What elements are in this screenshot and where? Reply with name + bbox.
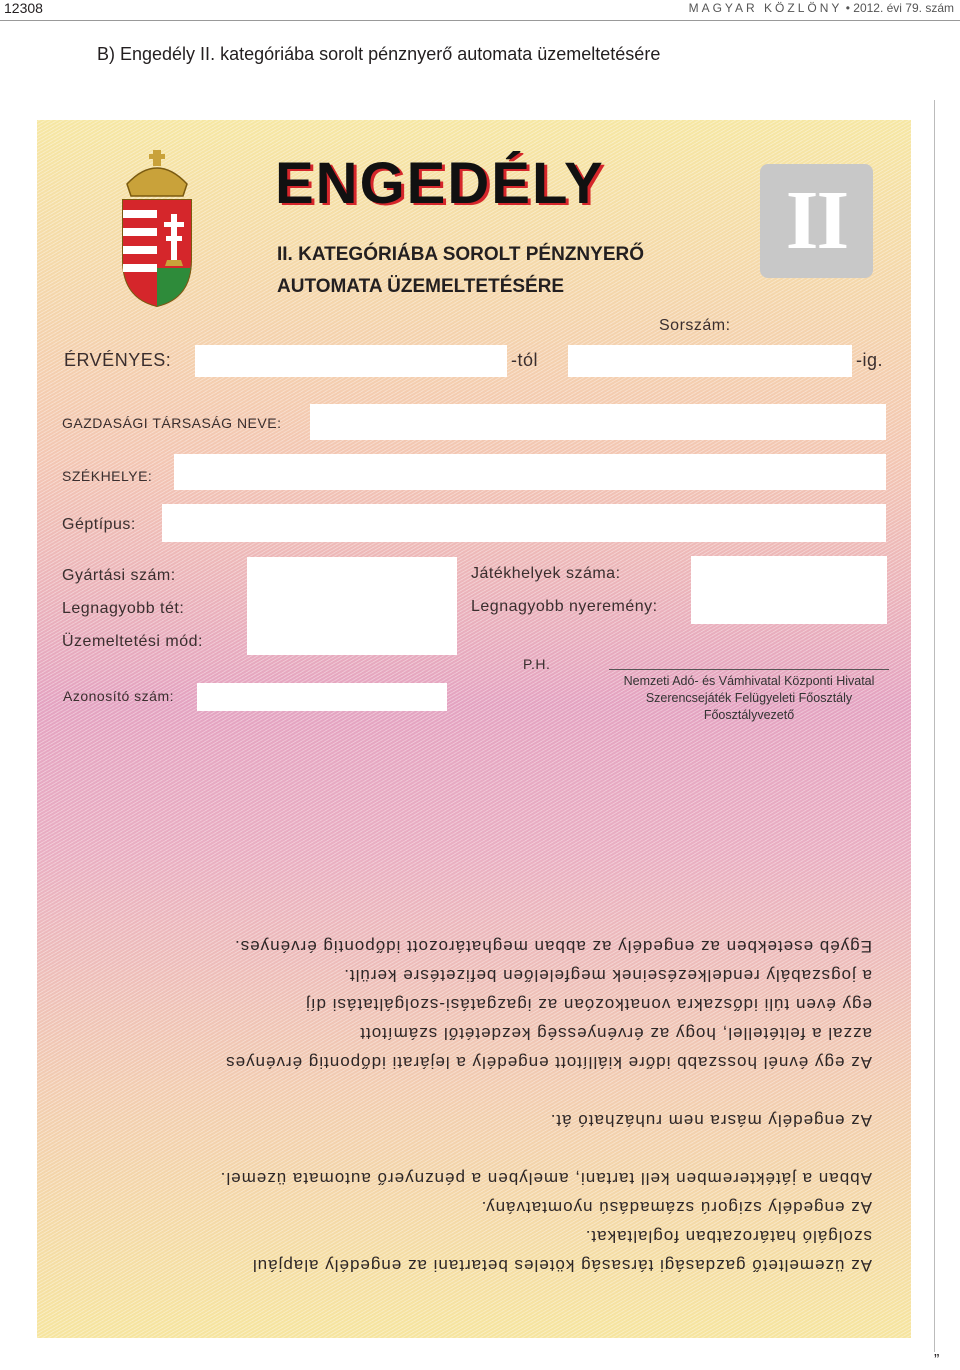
- machine-details-field: [247, 557, 457, 655]
- signatory-office: Nemzeti Adó- és Vámhivatal Központi Hivatal: [623, 674, 875, 688]
- company-field: [310, 404, 886, 440]
- reverse-line: Az engedély szigorú számadású nyomtatvány.: [480, 1198, 872, 1217]
- valid-label: ÉRVÉNYES:: [64, 350, 172, 370]
- reverse-spacer: [82, 1077, 872, 1106]
- id-label: Azonosító szám:: [63, 688, 174, 704]
- reverse-line: Abban a játékteremben kell tartani, amelyben a pénznyerő automata üzemel.: [219, 1169, 872, 1188]
- journal-info: [689, 1, 954, 15]
- company-label: GAZDASÁGI TÁRSASÁG NEVE:: [62, 415, 282, 431]
- closing-quote: ”: [934, 1352, 940, 1369]
- signatory-department: Szerencsejáték Felügyeleti Főosztály: [645, 691, 853, 705]
- max-win-label: Legnagyobb nyeremény:: [471, 598, 658, 615]
- reverse-line: Az engedély másra nem ruházható át.: [549, 1111, 872, 1130]
- stamp-label: P.H.: [523, 656, 551, 672]
- signatory-title: Főosztályvezető: [703, 708, 795, 722]
- certificate-title: ENGEDÉLY: [275, 151, 605, 216]
- coat-of-arms-icon: [115, 148, 199, 308]
- reverse-line: azzal a feltétellel, hogy az érvényesség kezdetétől számított: [359, 1024, 872, 1043]
- max-bet-label: Legnagyobb tét:: [62, 600, 185, 617]
- reverse-line: Az üzemeltető gazdasági társaság köteles betartani az engedély alapjául: [251, 1256, 872, 1275]
- page-number: 12308: [4, 0, 43, 16]
- slots-label: Játékhelyek száma:: [471, 565, 621, 582]
- serial-label: Sorszám:: [659, 317, 731, 334]
- machine-type-label: Géptípus:: [62, 516, 136, 533]
- journal-name: MAGYAR KÖZLÖNY: [688, 1, 843, 15]
- seat-field: [174, 454, 886, 490]
- license-certificate: [37, 120, 911, 1338]
- reverse-conditions-text: [82, 932, 872, 1280]
- reverse-line: a jogszabály rendelkezéseinek megfelelően befizetésre került.: [343, 966, 872, 985]
- certificate-subtitle-2: AUTOMATA ÜZEMELTETÉSÉRE: [277, 276, 565, 297]
- certificate-subtitle-1: II. KATEGÓRIÁBA SOROLT PÉNZNYERŐ: [277, 244, 644, 265]
- journal-issue: 2012. évi 79. szám: [853, 1, 954, 15]
- id-field: [197, 683, 447, 711]
- seat-label: SZÉKHELYE:: [62, 468, 153, 484]
- operation-mode-label: Üzemeltetési mód:: [62, 633, 203, 650]
- section-heading: B) Engedély II. kategóriába sorolt pénznyerő automata üzemeltetésére: [97, 44, 661, 64]
- valid-from-field: [195, 345, 507, 377]
- reverse-line: egy éven túli időszakra vonatkozóan az igazgatási-szolgáltatási díj: [305, 995, 872, 1014]
- valid-to-suffix: -ig.: [856, 350, 884, 370]
- valid-from-suffix: -tól: [511, 350, 539, 370]
- reverse-line: Az egy évnél hosszabb időre kiállított engedély a lejárati időpontig érvényes: [225, 1053, 872, 1072]
- reverse-line: szolgáló határozatban foglaltakat.: [584, 1227, 872, 1246]
- machine-type-field: [162, 504, 886, 542]
- serial-no-label: Gyártási szám:: [62, 567, 176, 584]
- margin-rule: [934, 100, 935, 1352]
- reverse-line: Egyéb esetekben az engedély az abban meghatározott időpontig érvényes.: [233, 937, 872, 956]
- slots-win-field: [691, 556, 887, 624]
- signature-line: [609, 669, 889, 670]
- journal-bullet: •: [845, 1, 850, 15]
- page-header: [0, 0, 960, 21]
- reverse-spacer: [82, 1135, 872, 1164]
- category-badge: II: [760, 164, 873, 278]
- valid-to-field: [568, 345, 852, 377]
